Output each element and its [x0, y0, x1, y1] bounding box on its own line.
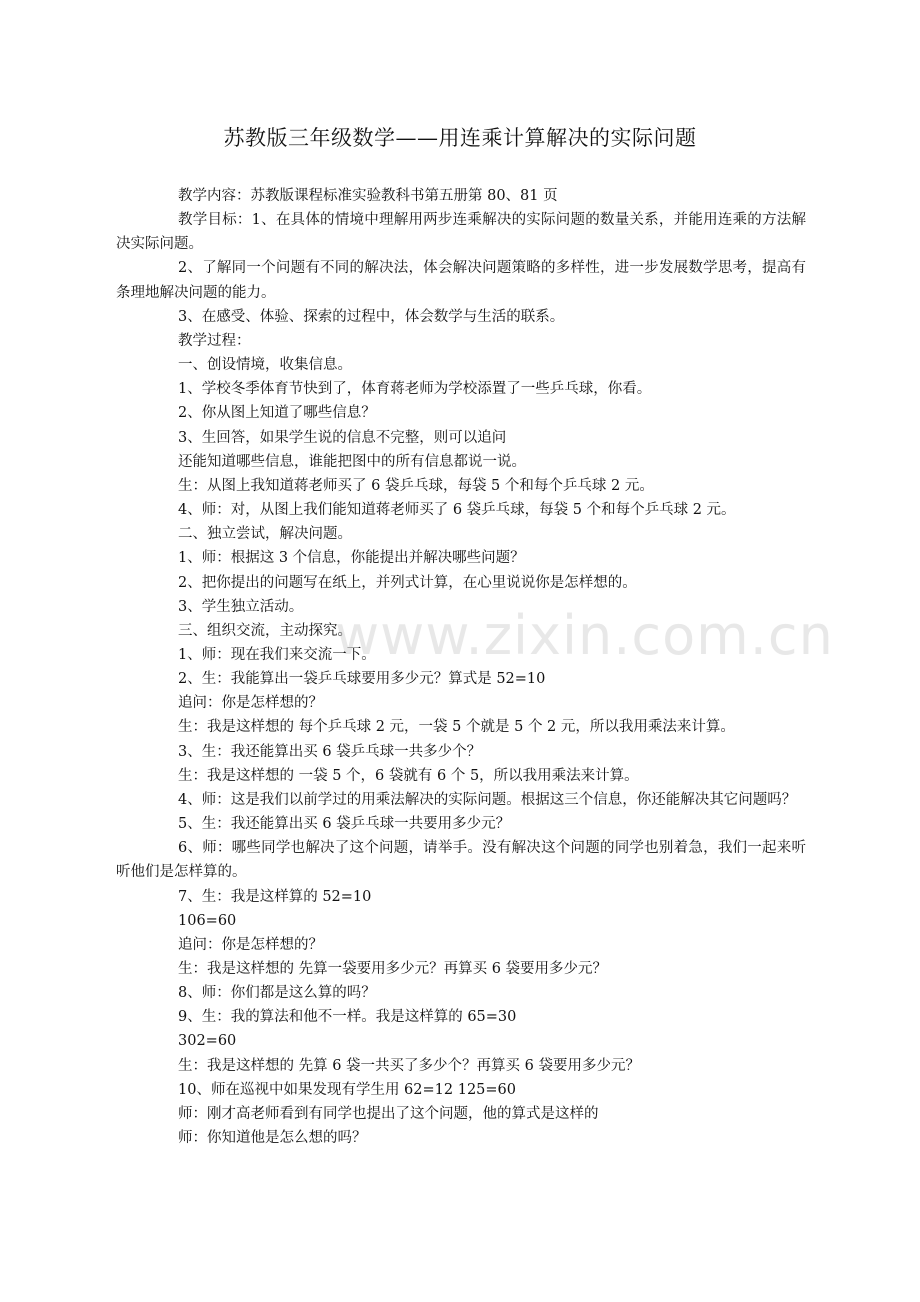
paragraph: 追问：你是怎样想的？ [178, 936, 323, 953]
paragraph: 3、生：我还能算出买 6 袋乒乓球一共多少个？ [178, 743, 482, 760]
paragraph: 生：我是这样想的 先算 6 袋一共买了多少个？再算买 6 袋要用多少元？ [178, 1057, 640, 1074]
paragraph-teaching-content: 教学内容：苏教版课程标准实验教科书第五册第 80、81 页 [178, 188, 558, 204]
paragraph: 生：从图上我知道蒋老师买了 6 袋乒乓球，每袋 5 个和每个乒乓球 2 元。 [178, 477, 654, 494]
paragraph-objective-1: 教学目标：1、在具体的情境中理解用两步连乘解决的实际问题的数量关系，并能用连乘的方法解决实际问题。 [116, 212, 806, 253]
paragraph-process-heading: 教学过程： [178, 332, 251, 349]
paragraph: 2、把你提出的问题写在纸上，并列式计算，在心里说说你是怎样想的。 [178, 574, 637, 591]
paragraph: 追问：你是怎样想的？ [178, 695, 323, 712]
paragraph: 3、生回答，如果学生说的信息不完整，则可以追问 [178, 429, 507, 446]
paragraph: 1、师：现在我们来交流一下。 [178, 646, 376, 663]
paragraph: 1、学校冬季体育节快到了，体育蒋老师为学校添置了一些乒乓球，你看。 [178, 381, 652, 398]
paragraph-objective-2: 2、了解同一个问题有不同的解决法，体会解决问题策略的多样性，进一步发展数学思考，提高有条理地解决问题的能力。 [116, 260, 806, 301]
paragraph: 9、生：我的算法和他不一样。我是这样算的 65=30 [178, 1009, 517, 1026]
paragraph: 生：我是这样想的 先算一袋要用多少元？再算买 6 袋要用多少元？ [178, 961, 608, 977]
paragraph: 8、师：你们都是这么算的吗？ [178, 985, 376, 1002]
paragraph: 106=60 [178, 912, 237, 929]
paragraph: 302=60 [178, 1033, 237, 1050]
paragraph-objective-3: 3、在感受、体验、探索的过程中，体会数学与生活的联系。 [178, 308, 565, 325]
paragraph: 生：我是这样想的 一袋 5 个，6 袋就有 6 个 5，所以我用乘法来计算。 [178, 767, 639, 784]
document-body [116, 184, 806, 1150]
section-heading-3: 三、组织交流，主动探究。 [178, 622, 352, 639]
section-heading-1: 一、创设情境，收集信息。 [178, 357, 352, 374]
paragraph: 2、生：我能算出一袋乒乓球要用多少元？算式是 52=10 [178, 671, 546, 688]
paragraph: 还能知道哪些信息，谁能把图中的所有信息都说一说。 [178, 453, 526, 470]
paragraph: 师：你知道他是怎么想的吗？ [178, 1130, 367, 1147]
paragraph: 10、师在巡视中如果发现有学生用 62=12 125=60 [178, 1081, 516, 1098]
paragraph: 1、师：根据这 3 个信息，你能提出并解决哪些问题？ [178, 550, 525, 567]
paragraph: 5、生：我还能算出买 6 袋乒乓球一共要用多少元？ [178, 816, 511, 833]
section-heading-2: 二、独立尝试，解决问题。 [178, 526, 352, 543]
paragraph: 7、生：我是这样算的 52=10 [178, 888, 372, 905]
paragraph: 4、师：对，从图上我们能知道蒋老师买了 6 袋乒乓球，每袋 5 个和每个乒乓球 2 元。 [178, 502, 736, 519]
paragraph: 4、师：这是我们以前学过的用乘法解决的实际问题。根据这三个信息，你还能解决其它问题吗？ [178, 791, 797, 808]
watermark: www.zixin.com.cn [335, 604, 834, 667]
paragraph: 师：刚才高老师看到有同学也提出了这个问题，他的算式是这样的 [178, 1105, 599, 1122]
document-title: 苏教版三年级数学——用连乘计算解决的实际问题 [223, 126, 697, 150]
paragraph: 2、你从图上知道了哪些信息？ [178, 405, 376, 422]
paragraph: 生：我是这样想的 每个乒乓球 2 元，一袋 5 个就是 5 个 2 元，所以我用乘法来计算。 [178, 719, 735, 736]
paragraph: 3、学生独立活动。 [178, 598, 304, 615]
paragraph: 6、师：哪些同学也解决了这个问题，请举手。没有解决这个问题的同学也别着急，我们一起来听听他们是怎样算的。 [116, 840, 806, 881]
